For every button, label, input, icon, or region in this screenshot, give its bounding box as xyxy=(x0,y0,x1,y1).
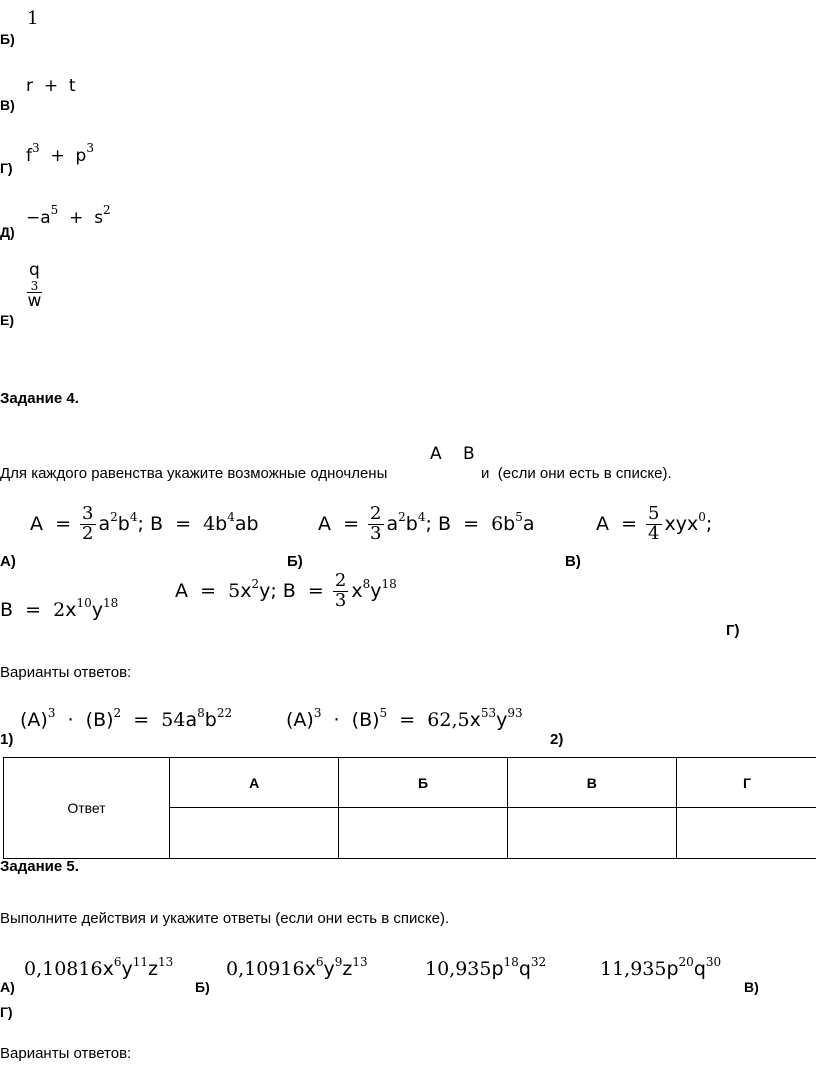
item-g-expr: $f^3 + p^3$ xyxy=(26,141,94,166)
item-b-expr: 1 xyxy=(27,8,39,29)
task5-option-g-expression: $11,935p^{20}q^{30}$ xyxy=(600,955,722,980)
task4-variant-1-expression: $(A)^3 \cdot (B)^2 = 54a^8b^{22}$ xyxy=(20,706,233,731)
answer-cell-b[interactable] xyxy=(339,808,507,859)
task4-option-a-label: А) xyxy=(0,553,16,570)
task4-var-a: A xyxy=(430,444,442,464)
answer-col-v: В xyxy=(507,758,676,808)
task5-option-b-label: Б) xyxy=(195,979,210,995)
task5-option-v-expression: $10,935p^{18}q^{32}$ xyxy=(425,955,547,980)
task4-variant-2-label: 2) xyxy=(550,731,564,748)
task4-variant-1-label: 1) xyxy=(0,731,14,748)
item-d-expr: $-a^5 + s^2$ xyxy=(26,203,111,228)
item-e-label: Е) xyxy=(0,312,14,328)
task4-option-v-label: В) xyxy=(565,553,581,570)
task4-var-b: B xyxy=(463,444,475,464)
task4-description: Для каждого равенства укажите возможные одночлены xyxy=(0,465,388,482)
task5-title: Задание 5. xyxy=(0,858,79,875)
task5-option-a-label: А) xyxy=(0,979,15,995)
task4-variants-title: Варианты ответов: xyxy=(0,664,132,681)
item-e-fraction: q 3 w xyxy=(27,260,42,312)
task4-variant-2-expression: $(A)^3 \cdot (B)^5 = 62,5x^{53}y^{93}$ xyxy=(286,706,523,731)
task4-option-v-equation-cont: $B = 2x^{10}y^{18}$ xyxy=(0,596,119,621)
answer-cell-v[interactable] xyxy=(507,808,676,859)
answer-col-g: Г xyxy=(676,758,816,808)
answer-cell-g[interactable] xyxy=(676,808,816,859)
answer-cell-a[interactable] xyxy=(170,808,339,859)
item-b-label: Б) xyxy=(0,31,15,47)
task4-option-b-label: Б) xyxy=(287,553,303,570)
task4-option-g-label: Г) xyxy=(726,622,740,639)
item-v-expr: r + t xyxy=(26,76,76,96)
task5-option-a-expression: $0,10816x^6y^{11}z^{13}$ xyxy=(24,955,174,980)
task5-option-g-label: Г) xyxy=(0,1004,13,1020)
answer-col-a: А xyxy=(170,758,339,808)
task5-option-v-label: В) xyxy=(744,979,759,995)
task4-option-a-equation: A = $\frac{3}{2}$ $a^2b^4$; $B = 4b^4ab$ xyxy=(30,503,259,544)
task4-option-b-equation: A = $\frac{2}{3}$ $a^2b^4$; $B = 6b^5a$ xyxy=(318,503,535,544)
item-d-label: Д) xyxy=(0,224,15,240)
answer-col-b: Б xyxy=(339,758,507,808)
task5-variants-title: Варианты ответов: xyxy=(0,1045,132,1062)
task4-description-end: и (если они есть в списке). xyxy=(481,465,672,482)
item-v-label: В) xyxy=(0,97,15,113)
task5-description: Выполните действия и укажите ответы (если они есть в списке). xyxy=(0,910,450,927)
answer-table xyxy=(3,757,816,859)
answer-row-header: Ответ xyxy=(4,758,170,859)
item-g-label: Г) xyxy=(0,160,13,176)
task4-option-g-equation: $A = 5x^2y$; B = $\frac{2}{3}$ $x^8y^{18}$ xyxy=(175,570,397,611)
task4-option-v-equation: A = $\frac{5}{4}$ xyx$^0$; xyxy=(596,503,713,544)
task4-title: Задание 4. xyxy=(0,390,79,407)
task5-option-b-expression: $0,10916x^6y^9z^{13}$ xyxy=(226,955,368,980)
